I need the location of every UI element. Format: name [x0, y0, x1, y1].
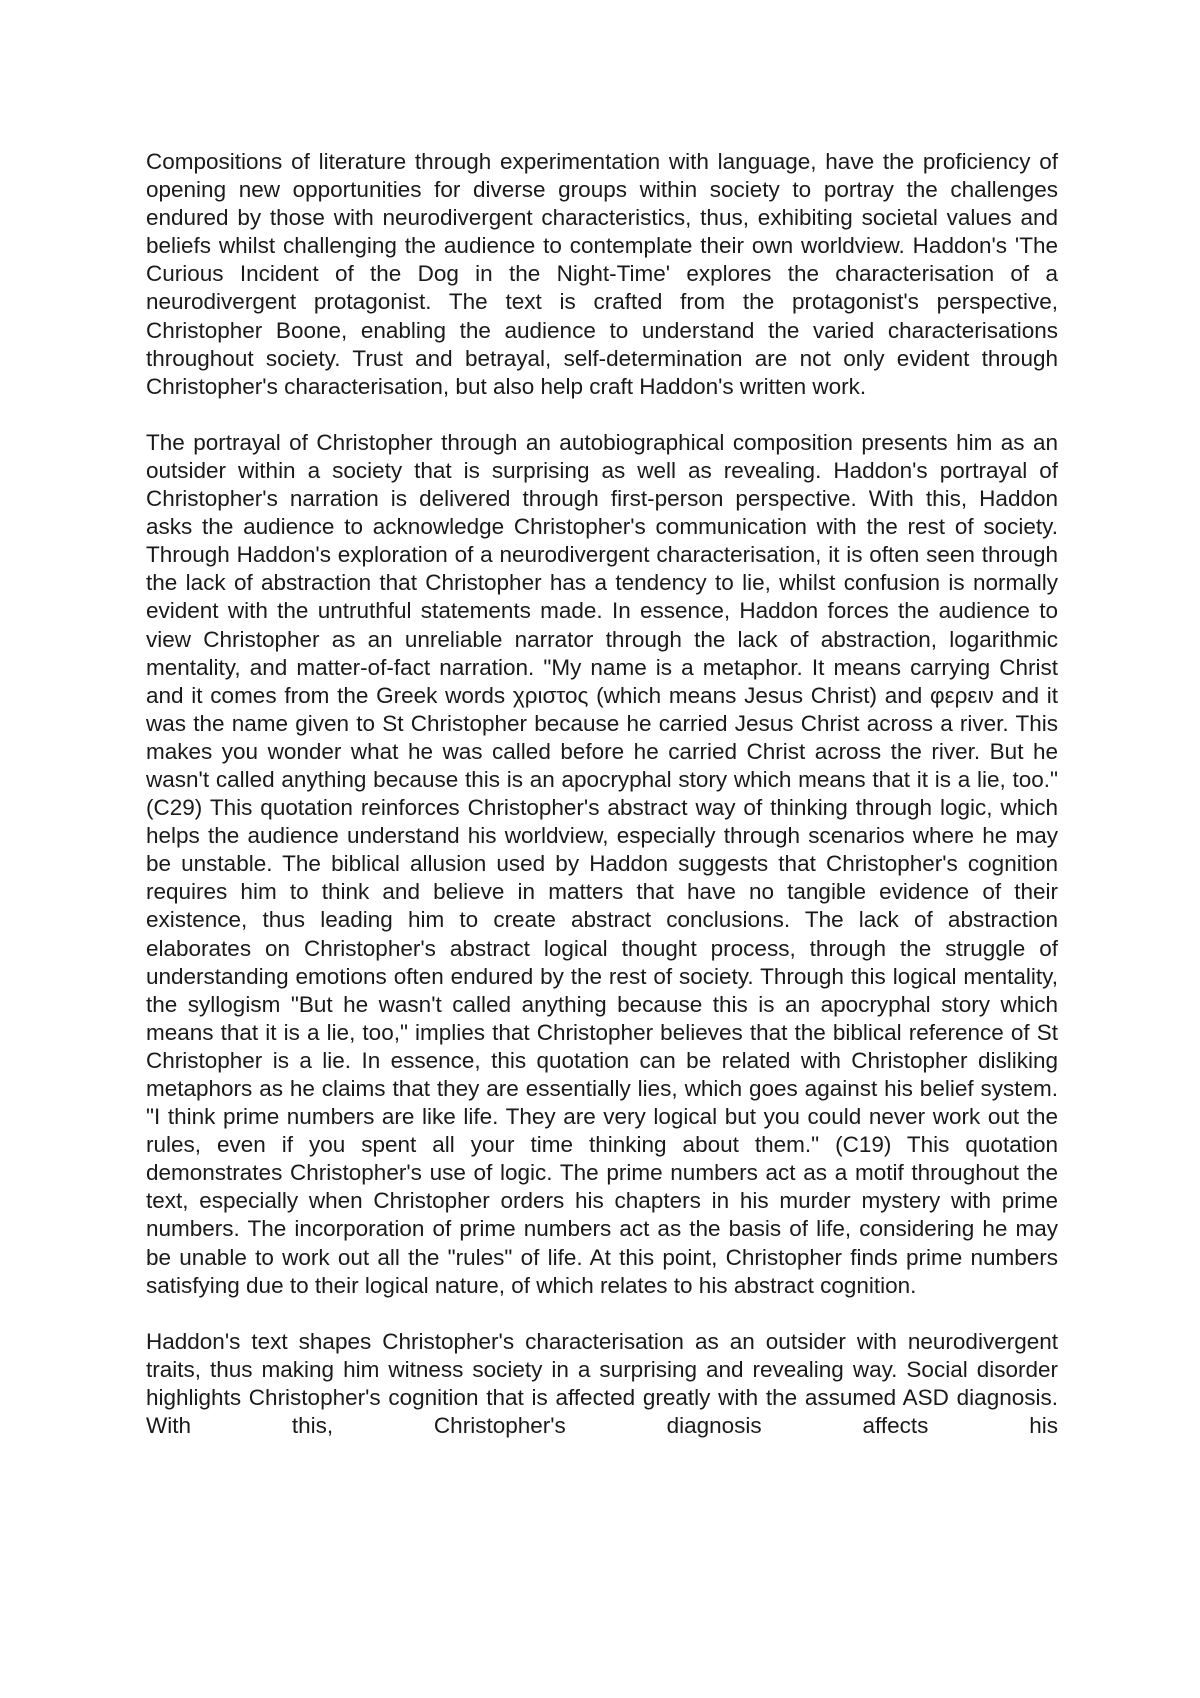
paragraph-body: The portrayal of Christopher through an autobiographical composition presents him as an outsider within a society that is surprising as well as revealing. Haddon's portrayal of Christopher's narration is delivered through first-person perspective. With this, Haddon asks the audience to acknowledge Christopher's communication with the rest of society. Through Haddon's exploration of a neurodivergent characterisation, it is often seen through the lack of abstraction that Christopher has a tendency to lie, whilst confusion is normally evident with the untruthful statements made. In essence, Haddon forces the audience to view Christopher as an unreliable narrator through the lack of abstraction, logarithmic mentality, and matter-of-fact narration. "My name is a metaphor. It means carrying Christ and it comes from the Greek words χριστος (which means Jesus Christ) and φερειν and it was the name given to St Christopher because he carried Jesus Christ across a river. This makes you wonder what he was called before he carried Christ across the river. But he wasn't called anything because this is an apocryphal story which means that it is a lie, too." (C29) This quotation reinforces Christopher's abstract way of thinking through logic, which helps the audience understand his worldview, especially through scenarios where he may be unstable. The biblical allusion used by Haddon suggests that Christopher's cognition requires him to think and believe in matters that have no tangible evidence of their existence, thus leading him to create abstract conclusions. The lack of abstraction elaborates on Christopher's abstract logical thought process, through the struggle of understanding emotions often endured by the rest of society. Through this logical mentality, the syllogism "But he wasn't called anything because this is an apocryphal story which means that it is a lie, too," implies that Christopher believes that the biblical reference of St Christopher is a lie. In essence, this quotation can be related with Christopher disliking metaphors as he claims that they are essentially lies, which goes against his belief system. "I think prime numbers are like life. They are very logical but you could never work out the rules, even if you spent all your time thinking about them." (C19) This quotation demonstrates Christopher's use of logic. The prime numbers act as a motif throughout the text, especially when Christopher orders his chapters in his murder mystery with prime numbers. The incorporation of prime numbers act as the basis of life, considering he may be unable to work out all the "rules" of life. At this point, Christopher finds prime numbers satisfying due to their logical nature, of which relates to his abstract cognition.: [146, 429, 1058, 1298]
paragraph-introduction: Compositions of literature through experimentation with language, have the proficiency of opening new opportunities for diverse groups within society to portray the challenges endured by those with neurodivergent characteristics, thus, exhibiting societal values and beliefs whilst challenging the audience to contemplate their own worldview. Haddon's 'The Curious Incident of the Dog in the Night-Time' explores the characterisation of a neurodivergent protagonist. The text is crafted from the protagonist's perspective, Christopher Boone, enabling the audience to understand the varied characterisations throughout society. Trust and betrayal, self-determination are not only evident through Christopher's characterisation, but also help craft Haddon's written work.: [146, 149, 1058, 399]
document-page: [146, 148, 1058, 1468]
paragraph-continuation: Haddon's text shapes Christopher's characterisation as an outsider with neurodivergent traits, thus making him witness society in a surprising and revealing way. Social disorder highlights Christopher's cognition that is affected greatly with the assumed ASD diagnosis. With this, Christopher's diagnosis affects his: [146, 1328, 1058, 1439]
